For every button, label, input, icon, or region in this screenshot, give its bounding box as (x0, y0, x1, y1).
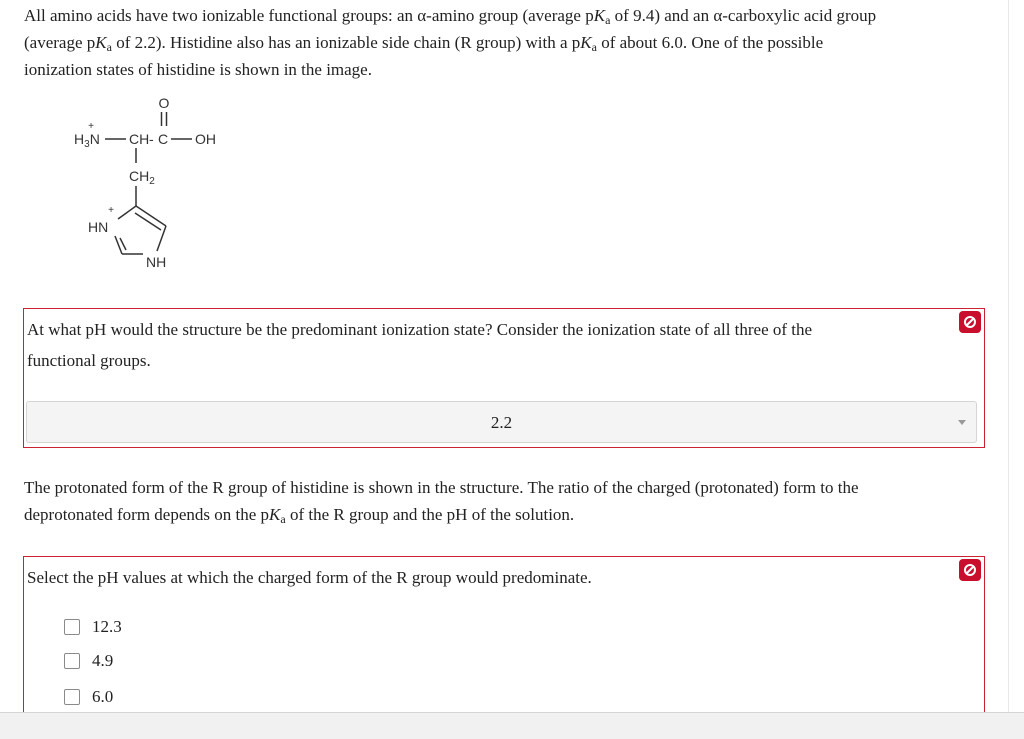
chevron-down-icon (958, 420, 966, 425)
intro-line-2: (average $pK_a$ of 2.2). Histidine also has an ionizable side chain (R group) with a $pK_a$ of about 6.0. One of the possible (24, 33, 824, 54)
ring-hn-label: HN (88, 219, 109, 235)
question-2-panel (23, 556, 985, 712)
footer-band (0, 712, 1024, 739)
option-checkbox[interactable] (64, 653, 80, 669)
hydroxyl-label: OH (195, 131, 216, 147)
ch2-label: $CH_2$ (129, 168, 155, 187)
ring-bond-c5-n (157, 226, 166, 251)
middle-paragraph (24, 474, 859, 528)
ring-double-bond-inner (135, 213, 161, 230)
middle-line-1: The protonated form of the R group of histidine is shown in the structure. The ratio of the charged (protonated) form to the (24, 478, 859, 497)
amine-label: $H_3N$ (74, 131, 100, 150)
intro-line-3: ionization states of histidine is shown in the image. (24, 60, 372, 79)
histidine-structure (60, 88, 260, 278)
intro-line-1: All amino acids have two ionizable functional groups: an α-amino group (average $pK_a$ of 9.4) and an α-carboxylic acid group (24, 6, 877, 27)
option-label: 12.3 (92, 617, 122, 636)
option-4-9[interactable] (64, 649, 113, 673)
question-1-panel (23, 308, 985, 448)
incorrect-icon (959, 311, 981, 333)
carbonyl-oxygen-label: O (158, 95, 170, 111)
amine-charge: + (88, 121, 94, 132)
question-1-line-1: At what pH would the structure be the predominant ionization state? Consider the ionization state of all three of the (27, 320, 813, 339)
option-6-0[interactable] (64, 685, 113, 709)
intro-paragraph (24, 2, 876, 83)
option-checkbox[interactable] (64, 689, 80, 705)
option-label: 6.0 (92, 687, 114, 706)
alpha-ch-label: CH (129, 131, 150, 147)
ring-charge: + (108, 205, 114, 216)
ring-nh-label: NH (146, 254, 167, 270)
ring-double-bond-c2 (120, 238, 126, 250)
question-1-line-2: functional groups. (27, 351, 151, 370)
scrollbar-track[interactable] (1008, 0, 1024, 712)
incorrect-icon (959, 559, 981, 581)
dash-1: - (149, 131, 154, 147)
ph-select-value: 2.2 (490, 413, 513, 432)
ph-select-dropdown[interactable] (26, 401, 977, 443)
option-12-3[interactable] (64, 615, 122, 639)
carboxyl-c-label: C (158, 131, 169, 147)
middle-line-2: deprotonated form depends on the $pK_a$ of the R group and the pH of the solution. (24, 505, 575, 526)
ring-bond-c4-hn (118, 206, 136, 219)
question-2-prompt: Select the pH values at which the charged form of the R group would predominate. (27, 568, 592, 587)
option-label: 4.9 (92, 651, 114, 670)
option-checkbox[interactable] (64, 619, 80, 635)
